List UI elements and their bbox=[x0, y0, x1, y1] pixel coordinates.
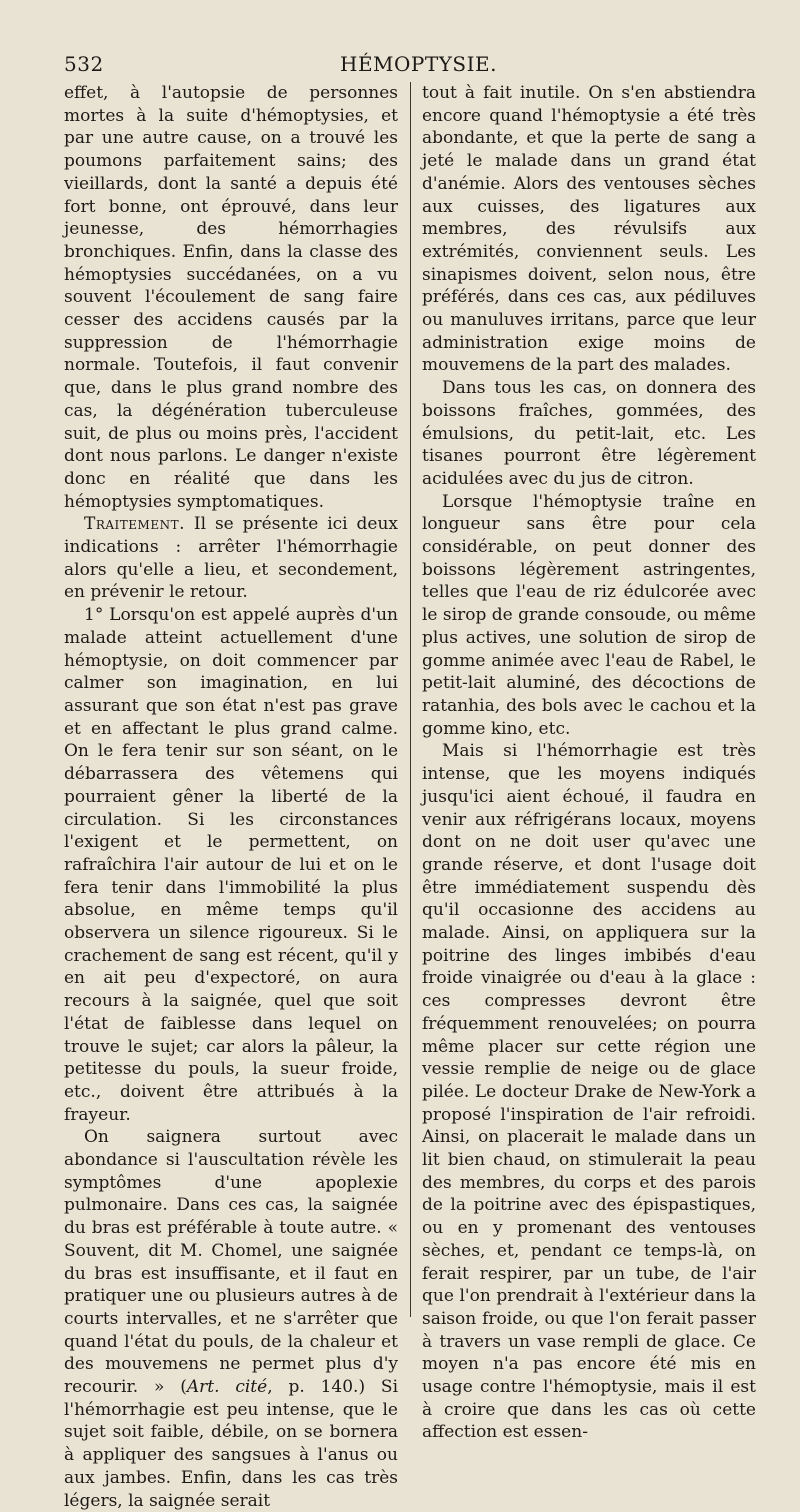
page-number: 532 bbox=[64, 52, 104, 76]
right-column bbox=[422, 82, 756, 1512]
citation-reference: Art. cité bbox=[186, 1377, 268, 1398]
paragraph: Lorsque l'hémoptysie traîne en longueur sans être pour cela considérable, on peut donner des boissons légèrement astringentes, telles que l'eau de riz édulcorée avec le sirop de grande consoude, ou même plus actives, une solution de sirop de gomme animée avec l'eau de Rabel, le petit-lait aluminé, des décoctions de ratanhia, des bols avec le cachou et la gomme kino, etc. bbox=[422, 491, 756, 739]
paragraph: 1° Lorsqu'on est appelé auprès d'un malade atteint actuellement d'une hémoptysie, on doit commencer par calmer son imagination, en lui assurant que son état n'est pas grave et en affectant le plus grand calme. On le fera tenir sur son séant, on le débarrassera des vêtemens qui pourraient gêner la liberté de la circulation. Si les circonstances l'exigent et le permettent, on rafraîchira l'air autour de lui et on le fera tenir dans l'immobilité la plus absolue, en même temps qu'il observera un silence rigoureux. Si le crachement de sang est récent, qu'il y en ait peu d'expectoré, on aura recours à la saignée, quel que soit l'état de faiblesse dans lequel on trouve le sujet; car alors la pâleur, la petitesse du pouls, la sueur froide, etc., doivent être attribués à la frayeur. bbox=[64, 605, 398, 1125]
paragraph: tout à fait inutile. On s'en abstiendra encore quand l'hémoptysie a été très abondante, et que la perte de sang a jeté le malade dans un grand état d'anémie. Alors des ventouses sèches aux cuisses, des ligatures aux membres, des révulsifs aux extrémités, conviennent seuls. Les sinapismes doivent, selon nous, être préférés, dans ces cas, aux pédiluves ou manuluves irritans, parce que leur administration exige moins de mouvemens de la part des malades. bbox=[422, 83, 756, 376]
paragraph: Mais si l'hémorrhagie est très intense, que les moyens indiqués jusqu'ici aient échoué, il faudra en venir aux réfrigérans locaux, moyens dont on ne doit user qu'avec une grande réserve, et dont l'usage doit être immédiatement suspendu dès qu'il occasionne des accidens au malade. Ainsi, on appliquera sur la poitrine des linges imbibés d'eau froide vinaigrée ou d'eau à la glace : ces compresses devront être fréquemment renouvelées; on pourra même placer sur cette région une vessie remplie de neige ou de glace pilée. Le docteur Drake de New-York a proposé l'inspiration de l'air refroidi. Ainsi, on placerait le malade dans un lit bien chaud, on stimulerait la peau des membres, du corps et des parois de la poitrine avec des épispastiques, ou en y promenant des ventouses sèches, et, pendant ce temps-là, on ferait respirer, par un tube, de l'air que l'on prendrait à l'extérieur dans la saison froide, ou que l'on ferait passer à travers un vase rempli de glace. Ce moyen n'a pas encore été mis en usage contre l'hémoptysie, mais il est à croire que dans les cas où cette affection est essen- bbox=[422, 741, 756, 1443]
paragraph: effet, à l'autopsie de personnes mortes à la suite d'hémoptysies, et par une autre cause, on a trouvé les poumons parfaitement sains; des vieillards, dont la santé a depuis été fort bonne, ont éprouvé, dans leur jeunesse, des hémorrhagies bronchiques. Enfin, dans la classe des hémoptysies succédanées, on a vu souvent l'écoulement de sang faire cesser des accidens causés par la suppression de l'hémorrhagie normale. Toutefois, il faut convenir que, dans le plus grand nombre des cas, la dégénération tuberculeuse suit, de plus ou moins près, l'accident dont nous parlons. Le danger n'existe donc en réalité que dans les hémoptysies symptomatiques. bbox=[64, 83, 398, 512]
left-column bbox=[64, 82, 398, 1512]
paragraph-text: Il se présente ici deux indications : arrêter l'hémorrhagie alors qu'elle a lieu, et secondement, en prévenir le retour. bbox=[64, 514, 398, 603]
paragraph-text: On saignera surtout avec abondance si l'auscultation révèle les symptômes d'une apoplexie pulmonaire. Dans ces cas, la saignée du bras est préférable à toute autre. « Souvent, dit M. Chomel, une saignée du bras est insuffisante, et il faut en pratiquer une ou plusieurs autres à de courts intervalles, et ne s'arrêter que quand l'état du pouls, de la chaleur et des mouvemens ne permet plus d'y recourir. » ( bbox=[64, 1127, 398, 1398]
paragraph-citation bbox=[64, 1126, 398, 1512]
running-title: HÉMOPTYSIE. bbox=[340, 52, 497, 76]
paragraph: Dans tous les cas, on donnera des boissons fraîches, gommées, des émulsions, du petit-lait, etc. Les tisanes pourront être légèrement acidulées avec du jus de citron. bbox=[422, 378, 756, 489]
paragraph-text: , p. 140.) Si l'hémorrhagie est peu intense, que le sujet soit faible, débile, on se bornera à appliquer des sangsues à l'anus ou aux jambes. Enfin, dans les cas très légers, la saignée serait bbox=[64, 1377, 398, 1511]
page-header bbox=[64, 52, 756, 80]
section-heading: Traitement. bbox=[84, 514, 185, 535]
text-columns bbox=[64, 82, 756, 1512]
column-divider bbox=[410, 82, 411, 1317]
paragraph-traitement bbox=[64, 513, 398, 604]
